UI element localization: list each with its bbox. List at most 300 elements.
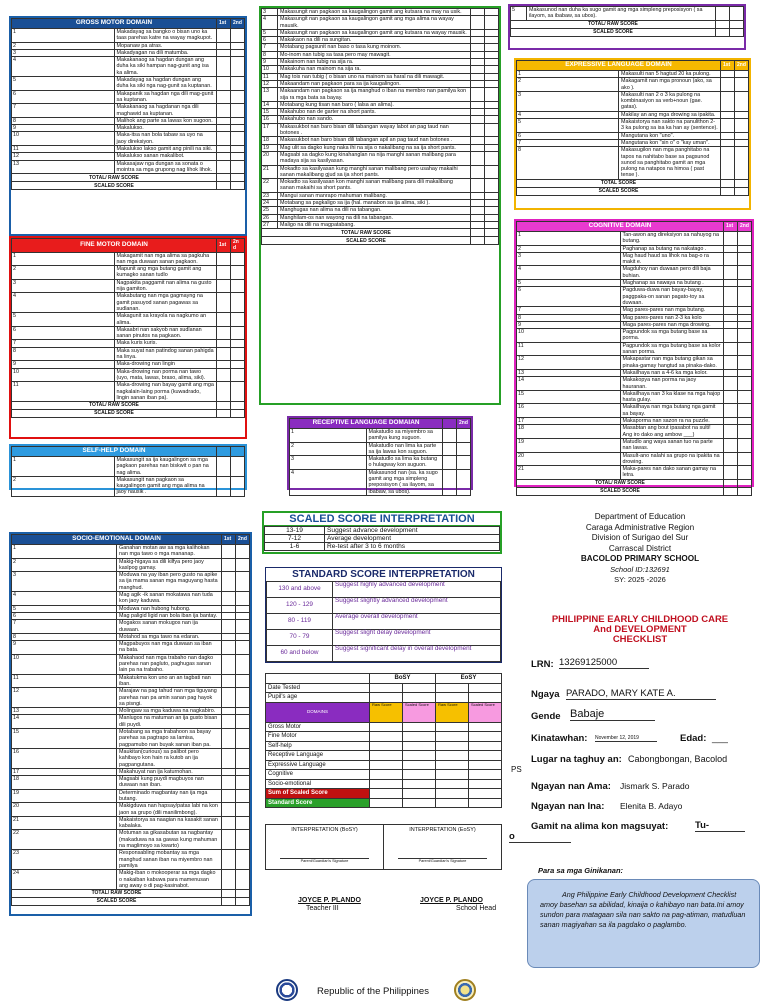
score-cell[interactable] (471, 37, 485, 44)
score-cell[interactable] (231, 49, 245, 56)
school-name: BACOLOD PRIMARY SCHOOL (580, 554, 700, 563)
score-cell[interactable] (471, 137, 485, 144)
score-cell[interactable] (738, 438, 752, 452)
score-cell[interactable] (485, 88, 499, 102)
item-text: Manghugas nan alima na dili na tabangan. (278, 207, 471, 214)
score-cell[interactable] (231, 57, 245, 77)
score-cell[interactable] (471, 207, 485, 214)
score-cell[interactable] (738, 245, 752, 252)
score-cell[interactable] (721, 179, 735, 187)
score-cell[interactable] (403, 741, 436, 751)
score-cell[interactable] (724, 232, 738, 246)
score-cell[interactable] (485, 207, 499, 214)
score-cell[interactable] (735, 91, 749, 111)
score-cell[interactable] (471, 59, 485, 66)
score-cell[interactable] (721, 71, 735, 78)
item-text: Makatudlo sa lima ka butang o hulagway kon suguon. (366, 456, 443, 470)
score-cell[interactable] (724, 321, 738, 328)
score-cell[interactable] (370, 779, 403, 789)
score-cell[interactable] (721, 119, 735, 133)
score-cell[interactable] (443, 456, 457, 470)
score-cell[interactable] (724, 266, 738, 280)
score-cell[interactable] (471, 101, 485, 108)
score-cell[interactable] (231, 160, 245, 174)
score-cell[interactable] (236, 776, 250, 790)
score-cell[interactable] (735, 147, 749, 179)
score-cell[interactable] (370, 722, 403, 732)
score-cell[interactable] (738, 479, 752, 487)
score-cell[interactable] (457, 429, 471, 443)
score-cell[interactable] (721, 132, 735, 139)
score-cell[interactable] (222, 592, 236, 606)
score-cell[interactable] (222, 715, 236, 729)
score-cell[interactable] (231, 313, 245, 327)
score-cell[interactable] (217, 340, 231, 347)
score-cell[interactable] (236, 605, 250, 612)
item-number: 21 (12, 816, 117, 830)
score-cell[interactable] (231, 368, 245, 382)
score-cell[interactable] (471, 109, 485, 116)
score-cell[interactable] (738, 266, 752, 280)
score-cell[interactable] (231, 174, 245, 182)
score-cell[interactable] (471, 165, 485, 179)
score-cell[interactable] (236, 592, 250, 606)
item-text: Mapunit ang mga butang gamit ang kumagko sanan tudlo (114, 266, 217, 280)
score-cell[interactable] (724, 404, 738, 418)
score-cell[interactable] (469, 760, 502, 770)
score-cell[interactable] (217, 117, 231, 124)
score-cell[interactable] (724, 245, 738, 252)
score-cell[interactable] (485, 137, 499, 144)
score-cell[interactable] (469, 732, 502, 742)
score-cell[interactable] (222, 633, 236, 640)
score-cell[interactable] (231, 153, 245, 160)
score-cell[interactable] (231, 293, 245, 313)
item-number: 26 (262, 214, 278, 221)
score-cell[interactable] (485, 44, 499, 51)
score-cell[interactable] (231, 279, 245, 293)
score-cell[interactable] (217, 104, 231, 118)
score-cell[interactable] (471, 73, 485, 80)
checklist-row (262, 200, 499, 207)
score-cell[interactable] (738, 232, 752, 246)
score-cell[interactable] (724, 479, 738, 487)
score-cell[interactable] (471, 179, 485, 193)
score-cell[interactable] (721, 147, 735, 179)
score-cell[interactable] (236, 830, 250, 850)
score-cell[interactable] (222, 768, 236, 775)
score-cell[interactable] (217, 42, 231, 49)
checklist-row (517, 356, 752, 370)
score-cell[interactable] (222, 830, 236, 850)
scaled-interp-title: SCALED SCORE INTERPRETATION (264, 513, 500, 526)
score-cell[interactable] (724, 287, 738, 307)
score-cell[interactable] (217, 476, 231, 496)
score-cell[interactable] (236, 674, 250, 688)
item-number: 16 (12, 748, 117, 768)
score-cell[interactable] (231, 252, 245, 266)
score-cell[interactable] (222, 688, 236, 708)
score-cell[interactable] (471, 151, 485, 165)
score-cell[interactable] (436, 741, 469, 751)
score-cell[interactable] (403, 770, 436, 780)
score-cell[interactable] (471, 16, 485, 30)
score-cell[interactable] (231, 476, 245, 496)
score-cell[interactable] (370, 732, 403, 742)
score-cell[interactable] (231, 410, 245, 418)
score-cell[interactable] (217, 125, 231, 132)
score-cell[interactable] (222, 898, 236, 906)
score-cell[interactable] (222, 870, 236, 890)
score-cell[interactable] (485, 200, 499, 207)
score-cell[interactable] (236, 620, 250, 634)
score-cell[interactable] (735, 71, 749, 78)
score-cell[interactable] (471, 192, 485, 199)
mother-name: Elenita B. Adayo (620, 801, 683, 811)
score-cell[interactable] (370, 741, 403, 751)
score-cell[interactable] (236, 545, 250, 559)
score-cell[interactable] (217, 402, 231, 410)
score-cell[interactable] (231, 125, 245, 132)
score-cell[interactable] (735, 139, 749, 146)
score-cell[interactable] (738, 452, 752, 466)
score-cell[interactable] (236, 898, 250, 906)
score-cell[interactable] (403, 760, 436, 770)
score-cell[interactable] (222, 890, 236, 898)
score-cell[interactable] (471, 29, 485, 36)
score-cell[interactable] (236, 612, 250, 619)
score-cell[interactable] (222, 803, 236, 817)
score-cell[interactable] (222, 558, 236, 572)
score-cell[interactable] (485, 165, 499, 179)
score-cell[interactable] (485, 151, 499, 165)
score-cell[interactable] (436, 732, 469, 742)
score-cell[interactable] (469, 770, 502, 780)
score-cell[interactable] (738, 466, 752, 480)
score-cell[interactable] (485, 229, 499, 237)
score-cell[interactable] (471, 80, 485, 87)
score-cell[interactable] (738, 287, 752, 307)
score-cell[interactable] (217, 146, 231, 153)
score-cell[interactable] (236, 654, 250, 674)
score-cell[interactable] (217, 457, 231, 477)
item-text: Motabang pagsunit nan baso o tasa kung moinom. (278, 44, 471, 51)
score-cell[interactable] (471, 66, 485, 73)
gender-label: Gende (531, 711, 561, 722)
score-cell[interactable] (469, 779, 502, 789)
score-cell[interactable] (217, 160, 231, 174)
score-cell[interactable] (471, 51, 485, 58)
item-text: Mangui sanan manrapo mahuman malibang. (278, 192, 471, 199)
score-cell[interactable] (217, 182, 231, 190)
checklist-row (12, 688, 250, 708)
item-text: Paghanap sa butang na nakatago . (620, 245, 724, 252)
score-cell[interactable] (485, 237, 499, 245)
score-cell[interactable] (236, 688, 250, 708)
score-cell[interactable] (738, 487, 752, 495)
score-cell[interactable] (485, 116, 499, 123)
score-cell[interactable] (485, 9, 499, 16)
score-cell[interactable] (485, 144, 499, 151)
score-cell[interactable] (738, 377, 752, 391)
score-cell[interactable] (471, 9, 485, 16)
score-cell[interactable] (735, 132, 749, 139)
score-cell[interactable] (222, 776, 236, 790)
score-cell[interactable] (217, 326, 231, 340)
score-cell[interactable] (217, 313, 231, 327)
score-cell[interactable] (217, 153, 231, 160)
score-cell[interactable] (217, 57, 231, 77)
score-cell[interactable] (231, 266, 245, 280)
item-text: Maligo na dili na magpatabang. (278, 221, 471, 228)
score-cell[interactable] (236, 572, 250, 592)
score-cell[interactable] (443, 469, 457, 495)
score-cell[interactable] (217, 77, 231, 91)
item-text: Makailhaya nan a 4-6 ka mga kolor. (620, 369, 724, 376)
score-cell[interactable] (231, 104, 245, 118)
score-cell[interactable] (457, 442, 471, 456)
score-cell[interactable] (222, 545, 236, 559)
item-number: 7 (12, 620, 117, 634)
score-cell[interactable] (222, 708, 236, 715)
score-cell[interactable] (231, 361, 245, 368)
score-cell[interactable] (222, 620, 236, 634)
score-cell[interactable] (735, 111, 749, 118)
score-cell[interactable] (236, 748, 250, 768)
score-cell[interactable] (485, 221, 499, 228)
score-cell[interactable] (222, 612, 236, 619)
score-cell[interactable] (738, 369, 752, 376)
score-cell[interactable] (738, 252, 752, 266)
checklist-row (12, 293, 245, 313)
score-cell[interactable] (236, 890, 250, 898)
score-cell[interactable] (403, 779, 436, 789)
score-cell[interactable] (471, 200, 485, 207)
score-cell[interactable] (485, 37, 499, 44)
score-cell[interactable] (236, 715, 250, 729)
score-cell[interactable] (217, 368, 231, 382)
score-cell[interactable] (231, 29, 245, 43)
score-cell[interactable] (231, 146, 245, 153)
score-cell[interactable] (471, 214, 485, 221)
score-cell[interactable] (724, 369, 738, 376)
score-cell[interactable] (730, 7, 744, 21)
score-cell[interactable] (231, 132, 245, 146)
score-cell[interactable] (485, 123, 499, 137)
score-cell[interactable] (217, 266, 231, 280)
score-cell[interactable] (236, 633, 250, 640)
score-cell[interactable] (738, 280, 752, 287)
score-cell[interactable] (721, 111, 735, 118)
score-cell[interactable] (443, 429, 457, 443)
score-cell[interactable] (436, 760, 469, 770)
score-cell[interactable] (485, 179, 499, 193)
score-cell[interactable] (724, 377, 738, 391)
score-cell[interactable] (231, 340, 245, 347)
score-cell[interactable] (403, 751, 436, 761)
score-cell[interactable] (231, 90, 245, 104)
score-cell[interactable] (738, 425, 752, 439)
score-cell[interactable] (735, 119, 749, 133)
score-cell[interactable] (222, 605, 236, 612)
score-cell[interactable] (222, 654, 236, 674)
score-cell[interactable] (724, 342, 738, 356)
score-cell[interactable] (403, 732, 436, 742)
score-cell[interactable] (485, 29, 499, 36)
score-cell[interactable] (370, 770, 403, 780)
score-cell[interactable] (471, 144, 485, 151)
score-cell[interactable] (403, 722, 436, 732)
score-cell[interactable] (236, 850, 250, 870)
score-cell[interactable] (724, 280, 738, 287)
score-cell[interactable] (236, 816, 250, 830)
score-cell[interactable] (236, 558, 250, 572)
score-cell[interactable] (222, 572, 236, 592)
score-cell[interactable] (716, 28, 730, 36)
score-cell[interactable] (485, 109, 499, 116)
item-text: Makakopya nan porma na jaoy hauranan. (620, 377, 724, 391)
score-cell[interactable] (231, 402, 245, 410)
score-cell[interactable] (485, 59, 499, 66)
score-cell[interactable] (231, 326, 245, 340)
score-cell[interactable] (236, 729, 250, 749)
score-cell[interactable] (735, 179, 749, 187)
score-cell[interactable] (738, 390, 752, 404)
score-cell[interactable] (485, 192, 499, 199)
score-cell[interactable] (370, 751, 403, 761)
score-cell[interactable] (471, 221, 485, 228)
score-cell[interactable] (724, 452, 738, 466)
score-cell[interactable] (721, 187, 735, 195)
score-cell[interactable] (730, 28, 744, 36)
item-text: Makasungit nan pagkaon sa kaugalingon gamit ang mga alima na wayay mausik. (278, 16, 471, 30)
score-cell[interactable] (231, 457, 245, 477)
score-cell[interactable] (236, 870, 250, 890)
score-cell[interactable] (217, 361, 231, 368)
score-cell[interactable] (716, 20, 730, 28)
score-cell[interactable] (730, 20, 744, 28)
score-cell[interactable] (724, 425, 738, 439)
score-cell[interactable] (469, 741, 502, 751)
score-cell[interactable] (457, 469, 471, 495)
item-text: Makakanaog sa hagdan dungan ang duha ka siki hampan nag-gunit ang isa ka alima. (114, 57, 217, 77)
score-cell[interactable] (469, 722, 502, 732)
score-cell[interactable] (231, 117, 245, 124)
score-cell[interactable] (471, 229, 485, 237)
score-cell[interactable] (721, 91, 735, 111)
score-cell[interactable] (724, 418, 738, 425)
score-cell[interactable] (436, 779, 469, 789)
score-cell[interactable] (735, 78, 749, 92)
score-cell[interactable] (231, 77, 245, 91)
score-cell[interactable] (716, 7, 730, 21)
score-cell[interactable] (236, 803, 250, 817)
score-cell[interactable] (217, 174, 231, 182)
score-cell[interactable] (721, 78, 735, 92)
score-cell[interactable] (738, 321, 752, 328)
score-cell[interactable] (222, 729, 236, 749)
score-cell[interactable] (485, 73, 499, 80)
score-cell[interactable] (724, 356, 738, 370)
score-cell[interactable] (236, 789, 250, 803)
score-cell[interactable] (724, 307, 738, 314)
score-cell[interactable] (217, 252, 231, 266)
score-cell[interactable] (738, 404, 752, 418)
score-cell[interactable] (217, 132, 231, 146)
score-cell[interactable] (485, 16, 499, 30)
score-cell[interactable] (231, 42, 245, 49)
score-cell[interactable] (738, 314, 752, 321)
score-cell[interactable] (231, 347, 245, 361)
score-cell[interactable] (217, 90, 231, 104)
score-cell[interactable] (231, 182, 245, 190)
score-cell[interactable] (471, 116, 485, 123)
score-cell[interactable] (217, 279, 231, 293)
score-cell[interactable] (485, 101, 499, 108)
score-cell[interactable] (222, 641, 236, 655)
score-cell[interactable] (485, 80, 499, 87)
score-cell[interactable] (231, 382, 245, 402)
score-cell[interactable] (724, 390, 738, 404)
score-cell[interactable] (471, 88, 485, 102)
score-cell[interactable] (222, 748, 236, 768)
score-cell[interactable] (436, 722, 469, 732)
score-cell[interactable] (724, 438, 738, 452)
score-cell[interactable] (735, 187, 749, 195)
score-cell[interactable] (485, 214, 499, 221)
score-cell[interactable] (724, 329, 738, 343)
score-cell[interactable] (457, 456, 471, 470)
score-cell[interactable] (471, 237, 485, 245)
score-cell[interactable] (471, 123, 485, 137)
score-cell[interactable] (485, 51, 499, 58)
score-cell[interactable] (738, 342, 752, 356)
score-cell[interactable] (222, 850, 236, 870)
score-cell[interactable] (724, 487, 738, 495)
score-cell[interactable] (222, 816, 236, 830)
score-cell[interactable] (236, 641, 250, 655)
score-cell[interactable] (724, 252, 738, 266)
score-cell[interactable] (436, 751, 469, 761)
score-cell[interactable] (469, 751, 502, 761)
score-cell[interactable] (443, 442, 457, 456)
score-cell[interactable] (471, 44, 485, 51)
score-cell[interactable] (222, 789, 236, 803)
score-cell[interactable] (370, 760, 403, 770)
score-cell[interactable] (217, 293, 231, 313)
score-cell[interactable] (738, 307, 752, 314)
score-cell[interactable] (436, 770, 469, 780)
score-cell[interactable] (217, 49, 231, 56)
score-cell[interactable] (217, 29, 231, 43)
score-cell[interactable] (721, 139, 735, 146)
score-cell[interactable] (738, 418, 752, 425)
score-cell[interactable] (222, 674, 236, 688)
score-cell[interactable] (236, 768, 250, 775)
score-cell[interactable] (217, 382, 231, 402)
score-cell[interactable] (217, 347, 231, 361)
score-cell[interactable] (236, 708, 250, 715)
score-cell[interactable] (738, 329, 752, 343)
score-cell[interactable] (217, 410, 231, 418)
score-cell[interactable] (724, 314, 738, 321)
score-cell[interactable] (738, 356, 752, 370)
header-line: Division of Surigao del Sur (591, 533, 689, 542)
republic-text: Republic of the Philippines (317, 986, 429, 997)
score-cell[interactable] (724, 466, 738, 480)
interp-eosy-header: INTERPRETATION (EoSY) (409, 827, 476, 833)
score-cell[interactable] (485, 66, 499, 73)
